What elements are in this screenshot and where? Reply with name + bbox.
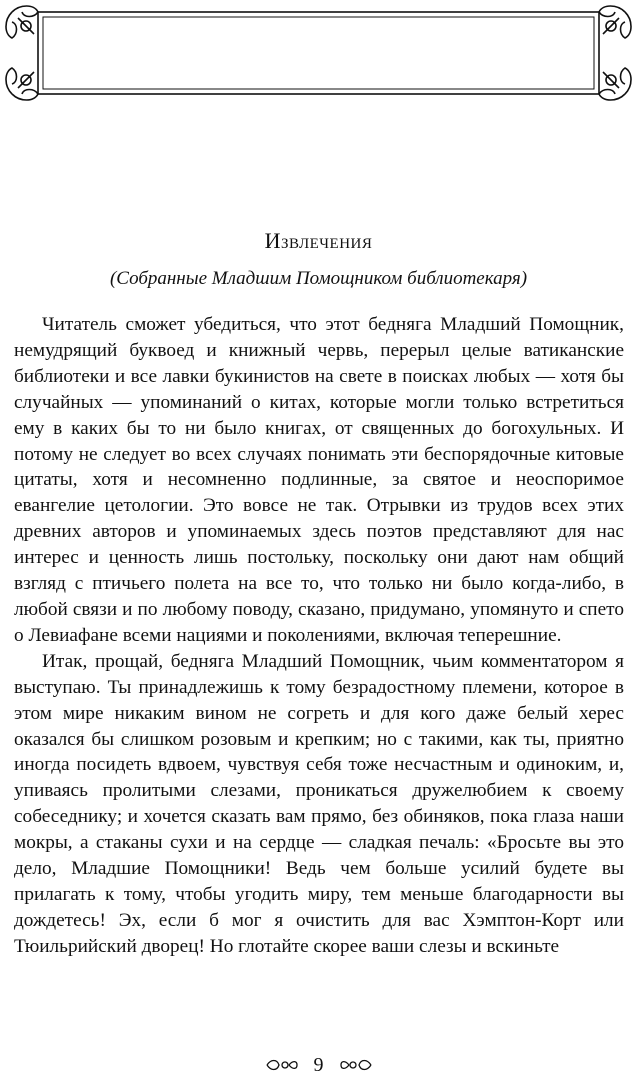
footer-ornament-right-icon: [339, 1057, 373, 1073]
section-subtitle: (Собранные Младшим Помощником библиотекаря): [109, 268, 528, 289]
section-title: Извлечения: [264, 228, 373, 253]
decorative-header-frame: [0, 0, 637, 115]
corner-ornament-bottom-right: [599, 68, 631, 100]
page-number: 9: [313, 1053, 324, 1076]
page-footer: [0, 1053, 637, 1077]
corner-ornament-top-left: [6, 6, 38, 38]
paragraph-2: Итак, прощай, бедняга Младший Помощник, чьим комментатором я выступаю. Ты принадлежишь к тому безрадостному племени, которое в этом мире никаким вином не согреть и для кого даже белый херес оказался бы слишком розовым и крепким; но с такими, как ты, приятно иногда посидеть вдвоем, чувствуя себя тоже несчастным и одиноким, и, упиваясь пролитыми слезами, проникаться дружелюбием к своему собеседнику; и хочется сказать вам прямо, без обиняков, пока глаза наши мокры, а стаканы сухи и на сердце — сладкая печаль: «Бросьте вы это дело, Младшие Помощники! Ведь чем больше усилий будете вы прилагать к тому, чтобы угодить миру, тем меньше благодарности вы дождетесь! Эх, если б мог я очистить для вас Хэмптон-Корт или Тюильрийский дворец! Но глотайте скорее ваши слезы и вскиньте: [14, 650, 624, 957]
footer-ornament-left-icon: [265, 1057, 299, 1073]
corner-ornament-top-right: [599, 6, 631, 38]
corner-ornament-bottom-left: [6, 68, 38, 100]
body-text: [14, 312, 624, 960]
paragraph-1: Читатель сможет убедиться, что этот бедняга Младший Помощник, немудрящий буквоед и книжный червь, перерыл целые ватиканские библиотеки и все лавки букинистов на свете в поисках любых — хотя бы случайных — упоминаний о китах, которые могли только встретиться ему в каких бы то ни было книгах, от священных до богохульных. И потому не следует во всех случаях понимать эти беспорядочные китовые цитаты, хотя и несомненно подлинные, за святое и неоспоримое евангелие цетологии. Это вовсе не так. Отрывки из трудов всех этих древних авторов и упоминаемых здесь поэтов представляют для нас интерес и ценность лишь постольку, поскольку они дают нам общий взгляд с птичьего полета на все то, что только ни было когда-либо, в любой связи и по любому поводу, сказано, придумано, упомянуто и спето о Левиафане всеми нациями и поколениями, включая теперешние.: [14, 314, 624, 646]
